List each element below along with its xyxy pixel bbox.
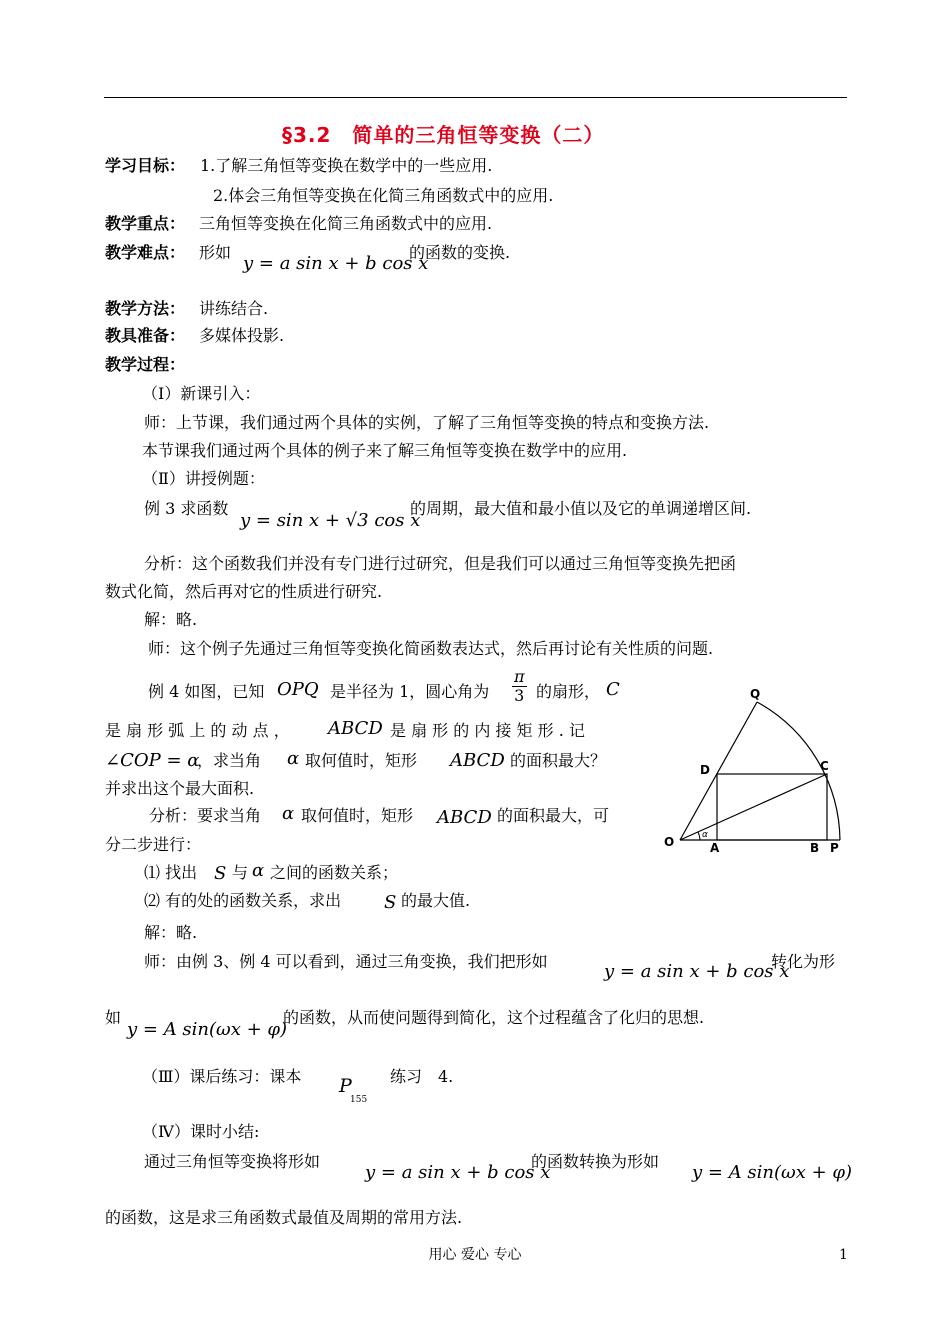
tools-text: 多媒体投影. (199, 326, 285, 345)
section4-formula-a: y = a sin x + b cos x (365, 1162, 551, 1183)
teacher-summary-c: 如 (105, 1008, 122, 1027)
example4-alpha: α (287, 748, 300, 769)
example3-formula: y = sin x + √3 cos x (240, 510, 421, 531)
step2-b: 的最大值. (401, 891, 471, 910)
key-point-text: 三角恒等变换在化简三角函数式中的应用. (199, 214, 493, 233)
example4-abcd: ABCD (328, 718, 383, 739)
page-number: 1 (839, 1247, 848, 1263)
section4-s3: 的函数，这是求三角函数式最值及周期的常用方法. (105, 1208, 463, 1227)
example4-l3b: 取何值时，矩形 (305, 751, 418, 770)
section4-heading: （Ⅳ）课时小结: (142, 1122, 260, 1141)
difficulty-suffix: 的函数的变换. (409, 243, 511, 262)
example4-abcd-3: ABCD (437, 807, 492, 828)
step1-s: S (214, 863, 227, 884)
label-b: B (810, 841, 820, 855)
step1-b: 与 (232, 863, 249, 882)
example3-prefix: 例 3 求函数 (144, 499, 229, 518)
label-a: A (710, 841, 720, 855)
section3-page-sub: 155 (350, 1095, 368, 1105)
section3-page: P (339, 1075, 352, 1097)
example4-l1b: 是半径为 1，圆心角为 (330, 682, 490, 701)
example4-l1c: 的扇形， (536, 682, 601, 701)
method-text: 讲练结合. (199, 299, 269, 318)
example4-l2b: 是 扇 形 的 内 接 矩 形 . 记 (390, 721, 585, 740)
example4-l1a: 例 4 如图，已知 (148, 682, 265, 701)
line-oq (680, 702, 757, 840)
label-p: P (830, 841, 839, 855)
difficulty-formula: y = a sin x + b cos x (243, 253, 429, 274)
example4-l4: 并求出这个最大面积. (105, 779, 255, 798)
fraction-denominator: 3 (514, 686, 525, 705)
rectangle-abcd (717, 774, 827, 840)
objectives-label: 学习目标： (105, 156, 186, 175)
teacher-formula-a: y = a sin x + b cos x (604, 961, 790, 982)
example4-alpha-2: α (282, 803, 295, 824)
example4-an1b: 取何值时，矩形 (301, 806, 414, 825)
method-label: 教学方法： (105, 299, 186, 318)
objective-2: 2.体会三角恒等变换在化简三角函数式中的应用. (213, 186, 554, 205)
step1-c: 之间的函数关系； (270, 863, 399, 882)
example3-solution: 解：略. (144, 610, 198, 629)
label-c: C (820, 759, 829, 773)
example4-an2: 分二步进行： (105, 835, 202, 854)
example4-abcd-2: ABCD (450, 750, 505, 771)
teacher-summary-a: 师：由例 3、例 4 可以看到，通过三角变换，我们把形如 (144, 952, 548, 971)
label-d: D (700, 763, 710, 777)
step2-s: S (384, 892, 397, 913)
example4-cop: ∠COP = α (105, 750, 200, 771)
section1-line1: 师：上节课，我们通过两个具体的实例，了解了三角恒等变换的特点和变换方法. (144, 413, 710, 432)
section1-line2: 本节课我们通过两个具体的例子来了解三角恒等变换在数学中的应用. (142, 441, 628, 460)
example3-suffix: 的周期，最大值和最小值以及它的单调递增区间. (410, 499, 752, 518)
section4-s1: 通过三角恒等变换将形如 (144, 1152, 321, 1171)
section4-formula-b: y = A sin(ωx + φ) (692, 1162, 853, 1183)
step1-a: ⑴ 找出 (144, 863, 198, 882)
example4-opq: OPQ (277, 679, 319, 700)
key-point-label: 教学重点： (105, 214, 186, 233)
teacher-formula-b: y = A sin(ωx + φ) (127, 1019, 288, 1040)
page-title: §3.2 简单的三角恒等变换（二） (282, 123, 605, 147)
tools-label: 教具准备： (105, 326, 186, 345)
footer-text: 用心 爱心 专心 (428, 1247, 522, 1263)
example4-angle-fraction (512, 668, 527, 705)
sector-figure (660, 680, 850, 860)
difficulty-label: 教学难点： (105, 243, 186, 262)
label-alpha: α (702, 830, 708, 840)
step1-alpha: α (252, 860, 265, 881)
section1-heading: （Ⅰ）新课引入： (142, 384, 261, 403)
teacher-summary-b: 转化为形 (771, 952, 836, 971)
example4-an1c: 的面积最大，可 (497, 806, 610, 825)
process-label: 教学过程： (105, 355, 186, 374)
fraction-numerator: π (514, 667, 525, 686)
angle-arc (698, 832, 700, 840)
example4-c: C (606, 679, 620, 700)
example4-l3a: ，求当角 (197, 751, 262, 770)
step2-a: ⑵ 有的处的函数关系，求出 (144, 891, 342, 910)
example3-analysis-1: 分析：这个函数我们并没有专门进行过研究，但是我们可以通过三角恒等变换先把函 (144, 554, 737, 573)
difficulty-prefix: 形如 (199, 243, 232, 262)
example3-teacher: 师：这个例子先通过三角恒等变换化简函数表达式，然后再讨论有关性质的问题. (148, 639, 714, 658)
example3-analysis-2: 数式化简，然后再对它的性质进行研究. (105, 582, 383, 601)
header-rule (104, 97, 847, 98)
example4-l3c: 的面积最大？ (510, 751, 607, 770)
section3-suffix: 练习 4. (390, 1067, 454, 1086)
example4-l2a: 是 扇 形 弧 上 的 动 点 ， (105, 721, 290, 740)
teacher-summary-d: 的函数，从而使问题得到简化，这个过程蕴含了化归的思想. (283, 1008, 705, 1027)
section4-s2: 的函数转换为形如 (531, 1152, 660, 1171)
example4-solution: 解：略. (144, 923, 198, 942)
objective-1: 1.了解三角恒等变换在数学中的一些应用. (200, 156, 493, 175)
section3-heading: （Ⅲ）课后练习：课本 (142, 1067, 302, 1086)
example4-an1a: 分析：要求当角 (149, 806, 262, 825)
section2-heading: （Ⅱ）讲授例题： (142, 469, 265, 488)
label-o: O (664, 835, 675, 849)
label-q: Q (750, 687, 761, 701)
